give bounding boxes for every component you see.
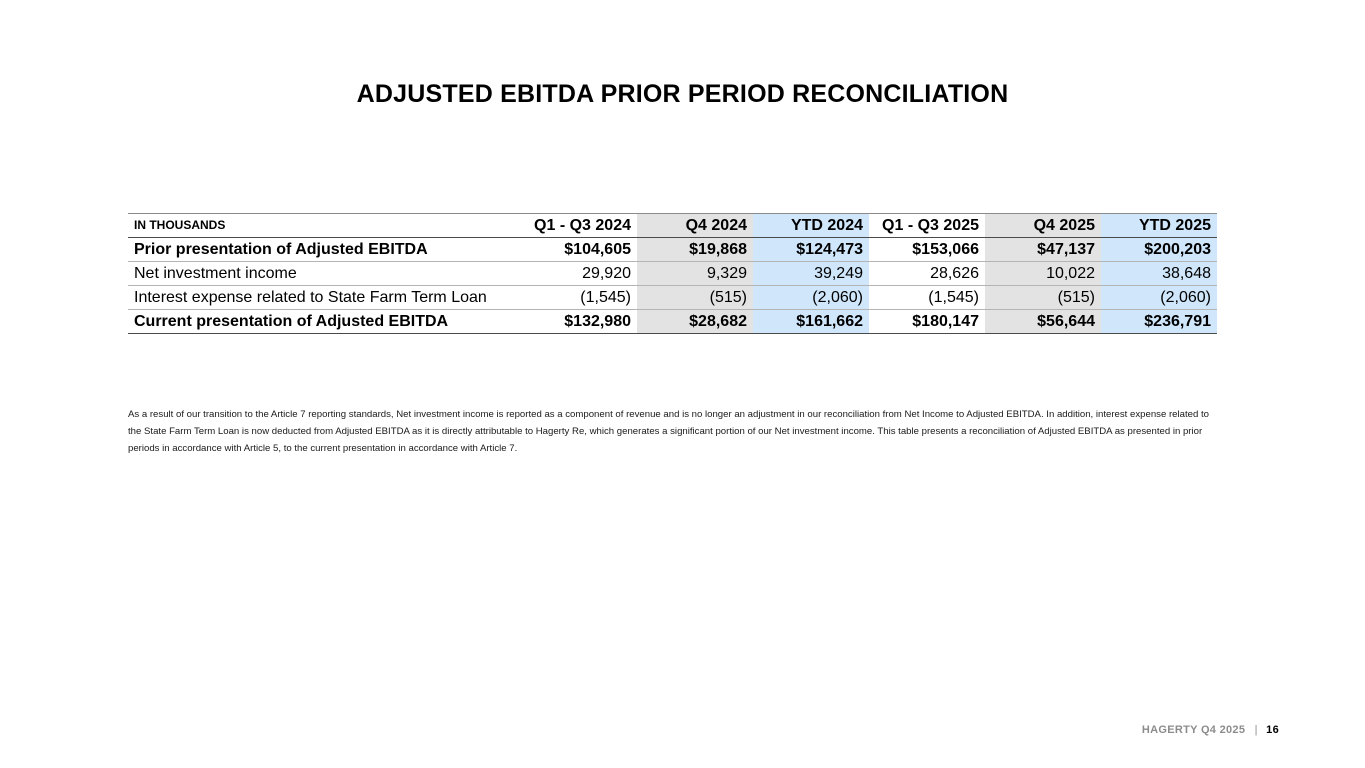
row-label: Net investment income [128, 262, 519, 286]
table-cell: (515) [985, 286, 1101, 310]
units-label: IN THOUSANDS [128, 214, 519, 238]
reconciliation-table [128, 213, 1217, 334]
table-cell: (2,060) [753, 286, 869, 310]
table-row [128, 262, 1217, 286]
table-cell: (1,545) [869, 286, 985, 310]
table-cell: (2,060) [1101, 286, 1217, 310]
table-cell: $56,644 [985, 310, 1101, 334]
table-cell: 39,249 [753, 262, 869, 286]
table-cell: 28,626 [869, 262, 985, 286]
row-label: Interest expense related to State Farm Term Loan [128, 286, 519, 310]
footnote: As a result of our transition to the Article 7 reporting standards, Net investment income is reported as a component of revenue and is no longer an adjustment in our reconciliation from Net Income to Adjusted EBITDA. In addition, interest expense related to the State Farm Term Loan is now deducted from Adjusted EBITDA as it is directly attributable to Hagerty Re, which generates a significant portion of our Net investment income. This table presents a reconciliation of Adjusted EBITDA as presented in prior periods in accordance with Article 5, to the current presentation in accordance with Article 7. [128, 409, 1209, 454]
table-cell: 29,920 [519, 262, 637, 286]
column-header: Q4 2024 [637, 214, 753, 238]
table-cell: $153,066 [869, 238, 985, 262]
page-number: 16 [1266, 724, 1279, 736]
table-row [128, 286, 1217, 310]
table-cell: $200,203 [1101, 238, 1217, 262]
table-cell: 10,022 [985, 262, 1101, 286]
table-cell: 9,329 [637, 262, 753, 286]
table-cell: $47,137 [985, 238, 1101, 262]
table-row [128, 238, 1217, 262]
footer-separator: | [1254, 724, 1258, 736]
table-cell: (1,545) [519, 286, 637, 310]
column-header: YTD 2024 [753, 214, 869, 238]
column-header: Q1 - Q3 2024 [519, 214, 637, 238]
table-cell: $104,605 [519, 238, 637, 262]
row-label: Prior presentation of Adjusted EBITDA [128, 238, 519, 262]
column-header: Q1 - Q3 2025 [869, 214, 985, 238]
column-header: Q4 2025 [985, 214, 1101, 238]
table-cell: $236,791 [1101, 310, 1217, 334]
table-cell: $19,868 [637, 238, 753, 262]
page-title: ADJUSTED EBITDA PRIOR PERIOD RECONCILIATION [356, 80, 1009, 108]
table-cell: $180,147 [869, 310, 985, 334]
column-header: YTD 2025 [1101, 214, 1217, 238]
page-footer [1142, 724, 1279, 736]
table-cell: $28,682 [637, 310, 753, 334]
table-cell: (515) [637, 286, 753, 310]
footer-brand: HAGERTY [1141, 724, 1198, 736]
table-row [128, 310, 1217, 334]
table-cell: $124,473 [753, 238, 869, 262]
table-cell: $132,980 [519, 310, 637, 334]
table-header-row [128, 214, 1217, 238]
table-cell: 38,648 [1101, 262, 1217, 286]
footer-period: Q4 2025 [1200, 724, 1246, 736]
table-cell: $161,662 [753, 310, 869, 334]
row-label: Current presentation of Adjusted EBITDA [128, 310, 519, 334]
